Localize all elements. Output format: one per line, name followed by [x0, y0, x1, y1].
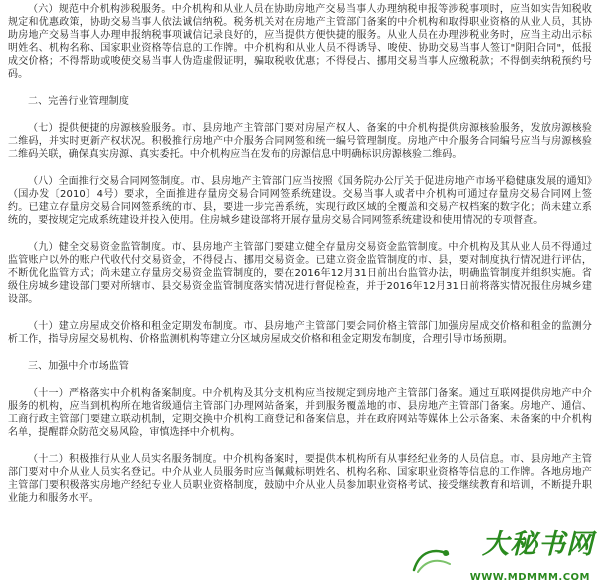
- paragraph-8-online-contracts: （八）全面推行交易合同网签制度。市、县房地产主管部门应当按照《国务院办公厅关于促进房地产市场平稳健康发展的通知》（国办发〔2010〕4号）要求，全面推进存量房交易合同网签系统建设。交易当事人或者中介机构可通过存量房交易合同网上签约。已建立存量房交易合同网签系统的市、县，要进一步完善系统，实现行政区域的全覆盖和交易产权档案的数字化；尚未建立系统的，要按规定完成系统建设并投入使用。住房城乡建设部将开展存量房交易合同网签系统建设和使用情况的专项督查。: [8, 176, 592, 226]
- section-heading-3: 三、加强中介市场监管: [28, 361, 129, 372]
- section-heading-2: 二、完善行业管理制度: [28, 96, 129, 107]
- paragraph-9-fund-supervision: （九）健全交易资金监管制度。市、县房地产主管部门要建立健全存量房交易资金监管制度。中介机构及其从业人员不得通过监管账户以外的账户代收代付交易资金，不得侵占、挪用交易资金。已建立资金监管制度的市、县，要对制度执行情况进行评估，不断优化监管方式；尚未建立存量房交易资金监管制度的，要在2016年12月31日前出台监管办法，明确监管制度并组织实施。省级住房城乡建设部门要对所辖市、县交易资金监管制度落实情况进行督促检查，并于2016年12月31日前将落实情况报住房城乡建设部。: [8, 242, 592, 305]
- site-watermark: [394, 529, 594, 584]
- paragraph-12-real-name-service: （十二）积极推行从业人员实名服务制度。中介机构备案时，要提供本机构所有从事经纪业务的人员信息。市、县房地产主管部门要对中介从业人员实名登记。中介从业人员服务时应当佩戴标明姓名、机构名称、国家职业资格等信息的工作牌。各地房地产主管部门要积极落实房地产经纪专业人员职业资格制度，鼓励中介从业人员参加职业资格考试、接受继续教育和培训，不断提升职业能力和服务水平。: [8, 454, 592, 504]
- paragraph-10-price-publication: （十）建立房屋成交价格和租金定期发布制度。市、县房地产主管部门要会同价格主管部门加强房屋成交价格和租金的监测分析工作，指导房屋交易机构、价格监测机构等建立分区域房屋成交价格和租金定期发布制度，合理引导市场预期。: [8, 321, 592, 345]
- paragraph-7-listing-verification: （七）提供便捷的房源核验服务。市、县房地产主管部门要对房屋产权人、备案的中介机构提供房源核验服务，发放房源核验二维码，并实时更新产权状况。积极推行房地产中介服务合同网签和统一编号管理制度。房地产中介服务合同编号应当与房源核验二维码关联，确保真实房源、真实委托。中介机构应当在发布的房源信息中明确标识房源核验二维码。: [8, 123, 592, 160]
- watermark-site-name: 大秘书网: [482, 529, 594, 560]
- paragraph-11-agency-registration: （十一）严格落实中介机构备案制度。中介机构及其分支机构应当按规定到房地产主管部门备案。通过互联网提供房地产中介服务的机构，应当到机构所在地省级通信主管部门办理网站备案，并到服务覆盖地的市、县房地产主管部门备案。房地产、通信、工商行政主管部门要建立联动机制，定期交换中介机构工商登记和备案信息，并在政府网站等媒体上公示备案、未备案的中介机构名单，提醒群众防范交易风险，审慎选择中介机构。: [8, 388, 592, 438]
- watermark-site-url: WWW.MDMMM.COM: [469, 572, 590, 583]
- paragraph-6-tax-services: （六）规范中介机构涉税服务。中介机构和从业人员在协助房地产交易当事人办理纳税申报等涉税事项时，应当如实告知税收规定和优惠政策，协助交易当事人依法诚信纳税。税务机关对在房地产主管部门备案的中介机构和取得职业资格的从业人员，其协助房地产交易当事人办理申报纳税事项诚信记录良好的，应当提供方便快捷的服务。从业人员在办理涉税业务时，应当主动出示标明姓名、机构名称、国家职业资格等信息的工作牌。中介机构和从业人员不得诱导、唆使、协助交易当事人签订"阴阳合同"，低报成交价格；不得帮助或唆使交易当事人伪造虚假证明，骗取税收优惠；不得侵占、挪用交易当事人应缴税款；不得倒卖纳税预约号码。: [8, 4, 592, 80]
- watermark-logo-icon: [410, 544, 454, 578]
